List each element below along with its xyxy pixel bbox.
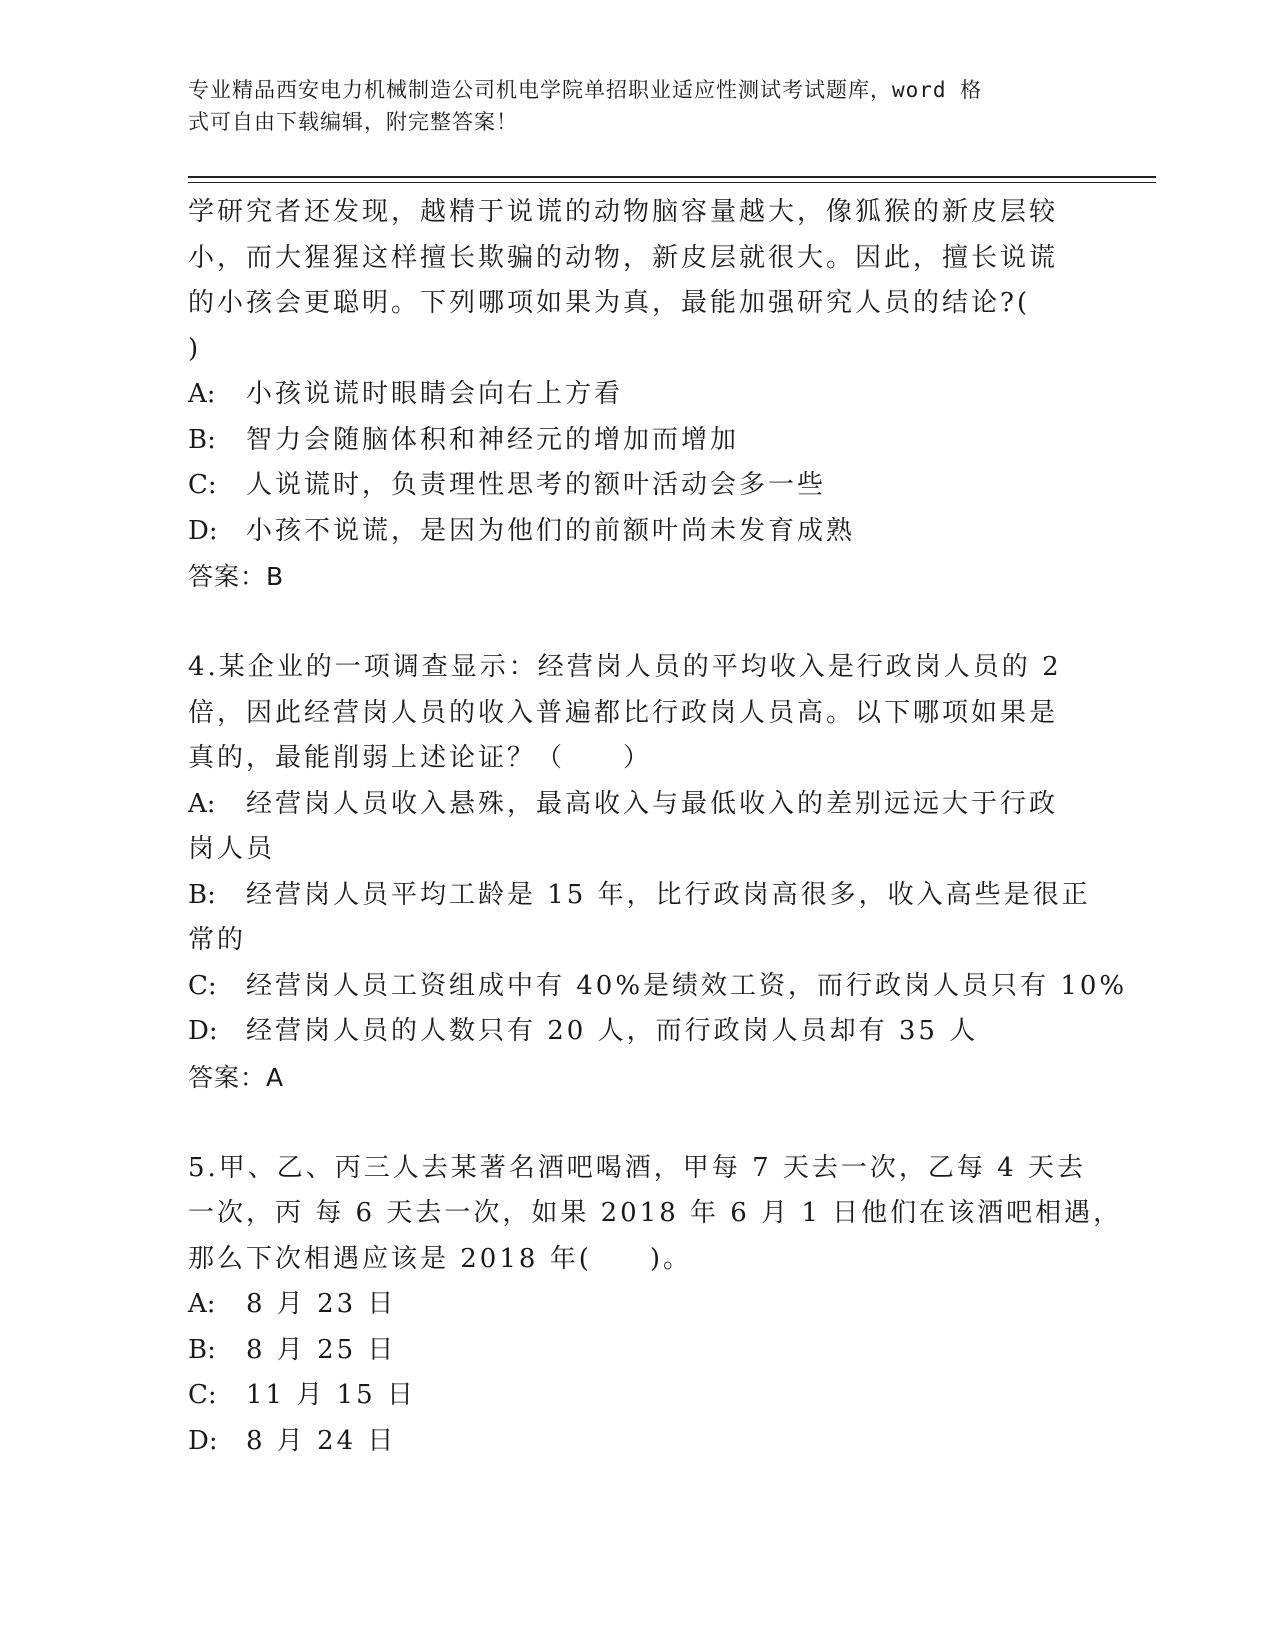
option-c: [188, 1373, 1088, 1419]
option-text: 8 月 25 日: [246, 1334, 397, 1365]
option-a: [188, 1282, 1088, 1328]
question-4: [188, 645, 1128, 1100]
option-text: 8 月 23 日: [246, 1289, 397, 1319]
question-3: [188, 190, 1088, 600]
spacer: [188, 1100, 1088, 1146]
question-stem-line: 真的，最能削弱上述论证？（ ）: [188, 743, 653, 773]
option-text: 小孩不说谎，是因为他们的前额叶尚未发育成熟: [246, 515, 856, 546]
option-key: D:: [188, 1425, 218, 1456]
document-body: [188, 190, 1128, 1464]
option-key: B:: [188, 1334, 216, 1365]
option-text: 11 月 15 日: [246, 1380, 416, 1410]
option-text: 8 月 24 日: [246, 1425, 397, 1456]
spacer: [188, 600, 1088, 646]
answer-label: 答案：A: [188, 1062, 285, 1092]
option-text: 小孩说谎时眼睛会向右上方看: [246, 379, 624, 409]
question-stem-line: ): [188, 333, 202, 364]
option-key: B:: [188, 879, 216, 910]
question-5: [188, 1146, 1123, 1465]
option-key: D:: [188, 515, 218, 546]
option-key: C:: [188, 970, 217, 1001]
option-d: [188, 509, 1088, 555]
option-a: [188, 372, 1088, 418]
option-b: [188, 1328, 1088, 1374]
option-text: 经营岗人员工资组成中有 40%是绩效工资，而行政岗人员只有 10%: [246, 970, 1128, 1001]
option-d: [188, 1419, 1088, 1465]
option-text: 经营岗人员的人数只有 20 人，而行政岗人员却有 35 人: [246, 1016, 979, 1046]
header-line-2: 式可自由下载编辑，附完整答案！: [188, 110, 518, 134]
question-stem-line: 的小孩会更聪明。下列哪项如果为真，最能加强研究人员的结论?(: [188, 288, 1031, 318]
option-key: A:: [188, 1289, 216, 1319]
option-b: [188, 873, 1091, 919]
header-rule-thick: [188, 176, 1156, 178]
option-key: B:: [188, 424, 216, 455]
option-text: 智力会随脑体积和神经元的增加而增加: [246, 424, 740, 455]
option-d: [188, 1009, 1088, 1055]
question-stem-line: 4.某企业的一项调查显示：经营岗人员的平均收入是行政岗人员的 2: [188, 652, 1062, 682]
option-key: C:: [188, 470, 217, 500]
option-a-continued: 岗人员: [188, 834, 276, 864]
option-text: 经营岗人员收入悬殊，最高收入与最低收入的差别远远大于行政: [246, 788, 1059, 819]
option-a: [188, 782, 1088, 828]
option-b: [188, 418, 1088, 464]
question-stem-line: 一次，丙 每 6 天去一次，如果 2018 年 6 月 1 日他们在该酒吧相遇，: [188, 1198, 1123, 1228]
question-stem-line: 小，而大猩猩这样擅长欺骗的动物，新皮层就很大。因此，擅长说谎: [188, 242, 1059, 273]
header-rule-thin: [188, 182, 1156, 183]
option-b-continued: 常的: [188, 925, 247, 955]
answer-label: 答案：B: [188, 562, 285, 591]
question-stem-line: 那么下次相遇应该是 2018 年( )。: [188, 1243, 692, 1274]
document-header: [188, 74, 1068, 138]
question-stem-line: 5.甲、乙、丙三人去某著名酒吧喝酒，甲每 7 天去一次，乙每 4 天去: [188, 1152, 1086, 1183]
option-text: 经营岗人员平均工龄是 15 年，比行政岗高很多，收入高些是很正: [246, 879, 1091, 910]
option-key: A:: [188, 379, 216, 409]
option-c: [188, 964, 1128, 1010]
option-c: [188, 463, 1088, 509]
header-line-1: 专业精品西安电力机械制造公司机电学院单招职业适应性测试考试题库，word 格: [188, 78, 983, 102]
option-key: A:: [188, 788, 216, 819]
option-key: C:: [188, 1380, 217, 1410]
option-key: D:: [188, 1016, 218, 1046]
question-stem-line: 倍，因此经营岗人员的收入普遍都比行政岗人员高。以下哪项如果是: [188, 697, 1059, 728]
option-text: 人说谎时，负责理性思考的额叶活动会多一些: [246, 470, 827, 500]
question-stem-line: 学研究者还发现，越精于说谎的动物脑容量越大，像狐猴的新皮层较: [188, 197, 1059, 227]
